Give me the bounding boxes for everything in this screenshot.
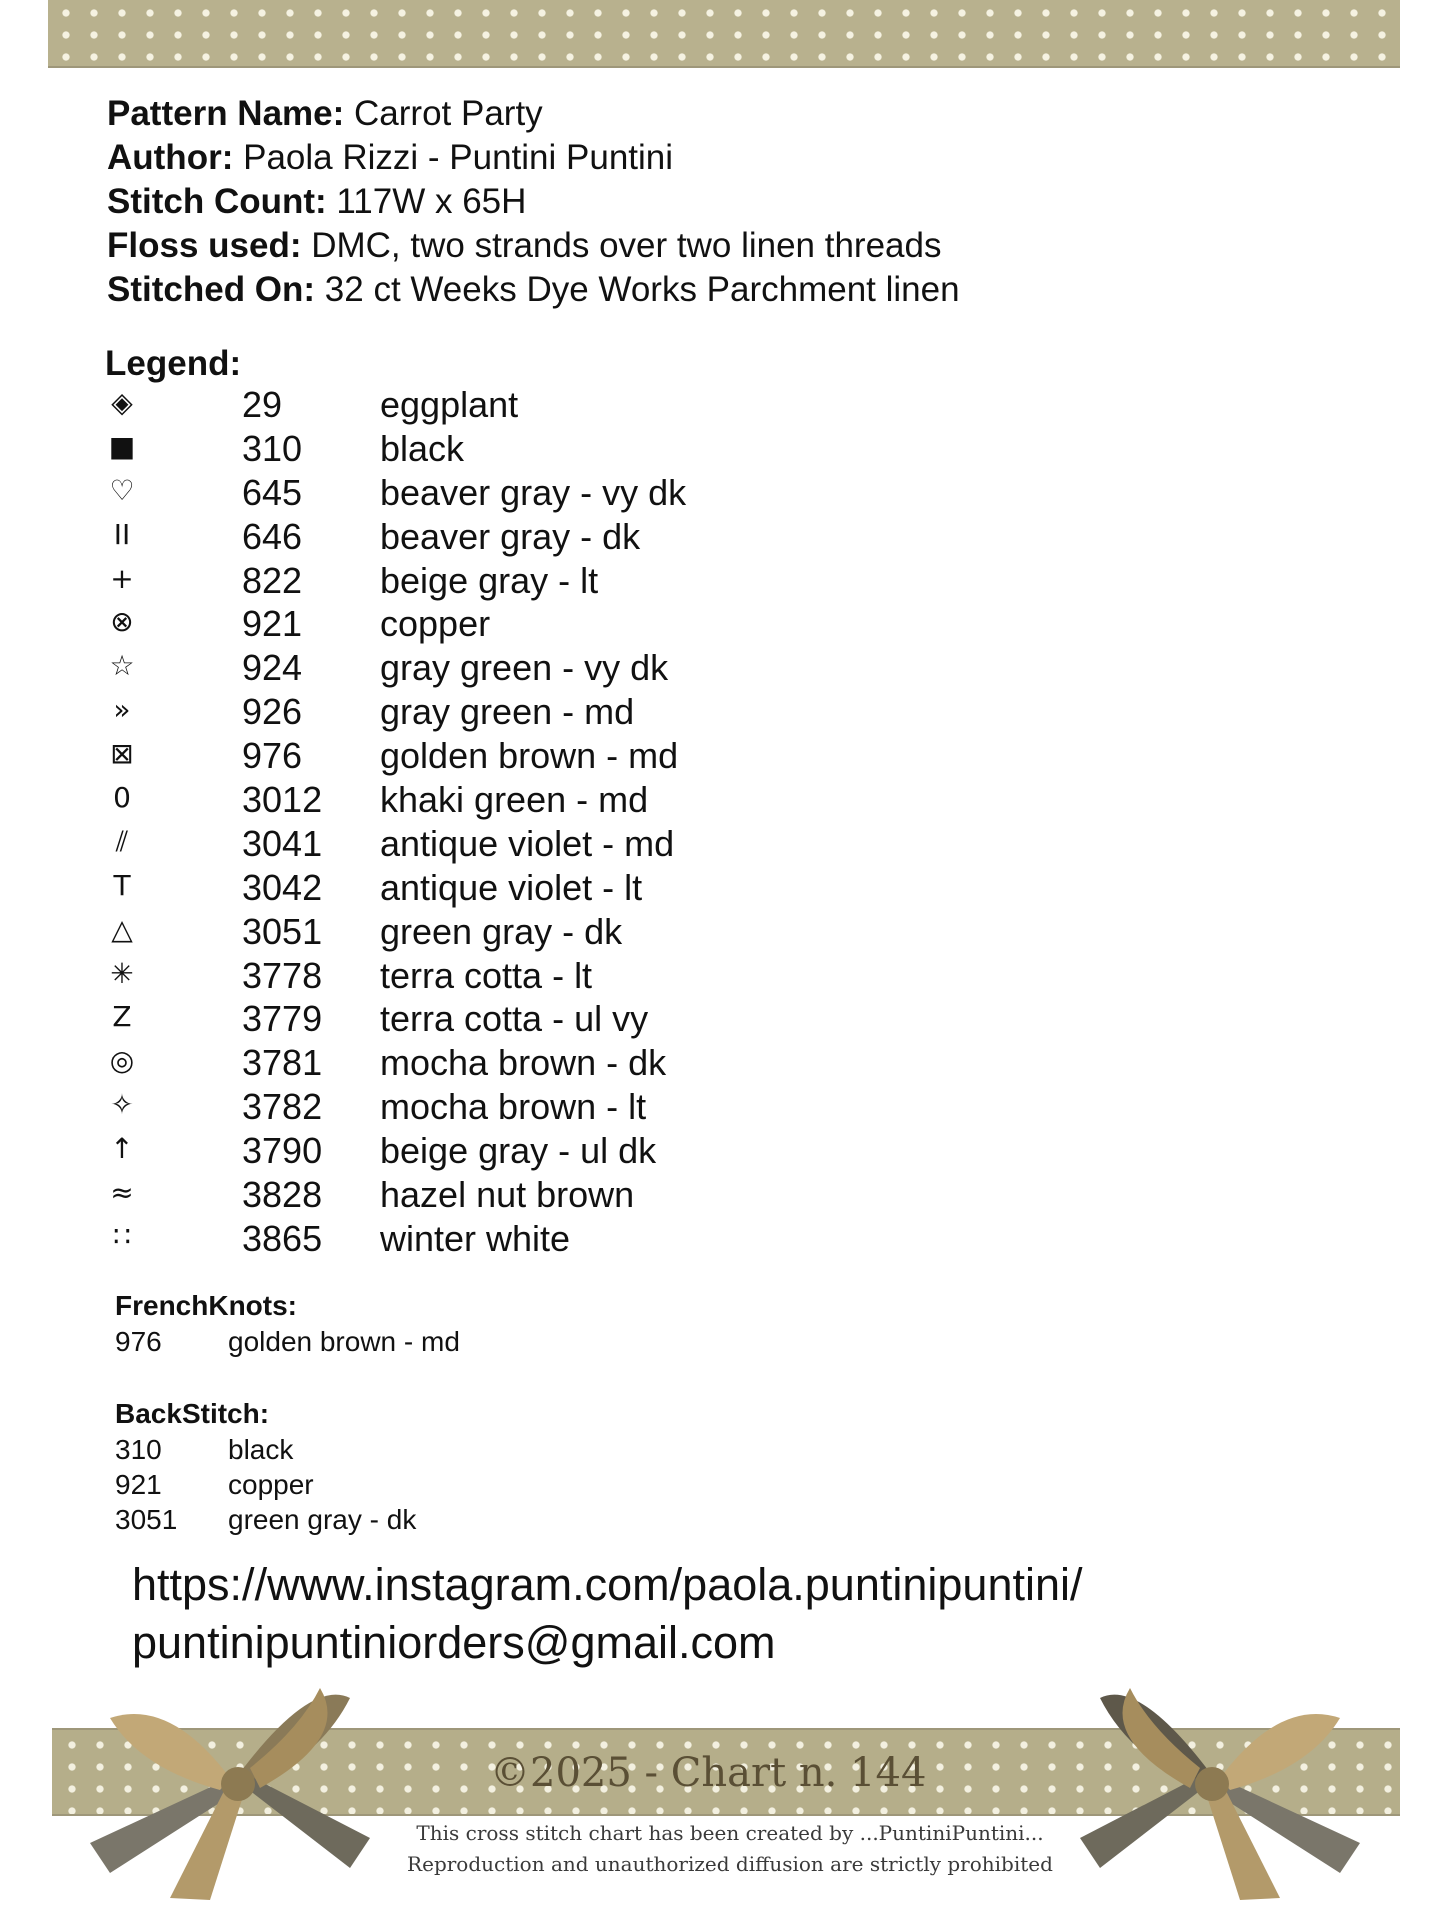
legend-row xyxy=(105,691,805,735)
legend-symbol-icon: II xyxy=(113,517,131,551)
legend-symbol-icon: » xyxy=(113,693,131,727)
right-ribbon-bow-icon xyxy=(1060,1668,1400,1903)
color-name: gray green - md xyxy=(380,691,635,733)
color-name: mocha brown - dk xyxy=(380,1042,667,1084)
color-name: black xyxy=(380,427,465,469)
legend-symbol-icon: 0 xyxy=(113,781,131,815)
legend-list xyxy=(105,384,805,1262)
dmc-number: 3778 xyxy=(242,954,323,996)
french-knots-row xyxy=(115,1326,715,1361)
dmc-number: 310 xyxy=(115,1434,162,1465)
french-knots-title: FrenchKnots: xyxy=(115,1290,297,1321)
backstitch-row xyxy=(115,1469,715,1504)
legend-symbol-icon: ✳ xyxy=(110,956,134,990)
color-name: terra cotta - lt xyxy=(380,954,593,996)
color-name: beige gray - ul dk xyxy=(380,1130,657,1172)
color-name: antique violet - lt xyxy=(380,866,643,908)
legend-row xyxy=(105,779,805,823)
legend-symbol-icon: ⊗ xyxy=(110,605,134,639)
pattern-info xyxy=(107,92,960,312)
dmc-number: 976 xyxy=(115,1326,162,1357)
legend-symbol-icon: ✧ xyxy=(110,1088,134,1122)
dmc-number: 29 xyxy=(242,384,283,425)
copyright-notice xyxy=(400,1818,1060,1880)
dmc-number: 3828 xyxy=(242,1174,323,1216)
dmc-number: 3041 xyxy=(242,822,323,864)
dmc-number: 3012 xyxy=(242,779,323,821)
dmc-number: 3790 xyxy=(242,1130,323,1172)
legend-symbol-icon: ◎ xyxy=(109,1044,135,1078)
color-name: black xyxy=(228,1434,294,1465)
dmc-number: 921 xyxy=(115,1469,162,1500)
notice-line-2: Reproduction and unauthorized diffusion are strictly prohibited xyxy=(407,1852,1053,1876)
legend-symbol-icon: ☆ xyxy=(109,649,135,683)
legend-row xyxy=(105,647,805,691)
backstitch-title: BackStitch: xyxy=(115,1398,270,1429)
dmc-number: 310 xyxy=(242,427,303,469)
legend-row xyxy=(105,955,805,999)
color-name: khaki green - md xyxy=(380,779,649,821)
dmc-number: 3865 xyxy=(242,1217,323,1259)
left-ribbon-bow-icon xyxy=(50,1668,390,1903)
legend-symbol-icon: Z xyxy=(112,1000,132,1034)
author-row: Author: Paola Rizzi - Puntini Puntini xyxy=(107,138,674,177)
stitched-on: 32 ct Weeks Dye Works Parchment linen xyxy=(324,270,960,309)
color-name: copper xyxy=(228,1469,314,1500)
legend-symbol-icon: ↑ xyxy=(110,1132,134,1166)
stitch-count-row: Stitch Count: 117W x 65H xyxy=(107,182,527,221)
legend-row xyxy=(105,603,805,647)
legend-row xyxy=(105,560,805,604)
dmc-number: 976 xyxy=(242,735,303,777)
dmc-number: 924 xyxy=(242,647,303,689)
instagram-link[interactable]: https://www.instagram.com/paola.puntinipuntini/ xyxy=(132,1559,1083,1610)
color-name: beaver gray - vy dk xyxy=(380,471,687,513)
email-link[interactable]: puntinipuntiniorders@gmail.com xyxy=(132,1617,776,1668)
legend-symbol-icon: ⫽ xyxy=(115,824,129,858)
legend-row xyxy=(105,1218,805,1262)
backstitch-row xyxy=(115,1434,715,1469)
pattern-name-row: Pattern Name: Carrot Party xyxy=(107,94,543,133)
dmc-number: 3042 xyxy=(242,866,323,908)
contact-links xyxy=(132,1556,1083,1672)
legend-row xyxy=(105,1174,805,1218)
color-name: hazel nut brown xyxy=(380,1174,635,1216)
backstitch-list xyxy=(115,1434,715,1539)
legend-row xyxy=(105,1130,805,1174)
color-name: antique violet - md xyxy=(380,822,675,864)
legend-symbol-icon: ⊠ xyxy=(110,737,134,771)
legend-symbol-icon: ≈ xyxy=(110,1176,134,1210)
floss-used: DMC, two strands over two linen threads xyxy=(311,226,942,265)
dmc-number: 3781 xyxy=(242,1042,323,1084)
legend-row xyxy=(105,911,805,955)
color-name: gray green - vy dk xyxy=(380,647,669,689)
legend-row xyxy=(105,428,805,472)
legend-row xyxy=(105,1042,805,1086)
legend-row xyxy=(105,735,805,779)
legend-symbol-icon: ♡ xyxy=(109,473,135,507)
color-name: green gray - dk xyxy=(380,910,623,952)
legend-row xyxy=(105,472,805,516)
fabric-row: Stitched On: 32 ct Weeks Dye Works Parchment linen xyxy=(107,270,960,309)
dmc-number: 822 xyxy=(242,559,303,601)
color-name: mocha brown - lt xyxy=(380,1086,647,1128)
copyright-chart-number: ©2025 - Chart n. 144 xyxy=(490,1750,927,1796)
legend-row xyxy=(105,1086,805,1130)
dmc-number: 646 xyxy=(242,515,303,557)
author-name: Paola Rizzi - Puntini Puntini xyxy=(243,138,674,177)
legend-symbol-icon: T xyxy=(113,868,131,902)
notice-line-1: This cross stitch chart has been created by ...PuntiniPuntini... xyxy=(416,1821,1044,1845)
dmc-number: 3782 xyxy=(242,1086,323,1128)
color-name: winter white xyxy=(380,1217,571,1259)
dmc-number: 3779 xyxy=(242,998,323,1040)
backstitch-row xyxy=(115,1504,715,1539)
stitch-count: 117W x 65H xyxy=(336,182,527,221)
legend-symbol-icon: △ xyxy=(111,912,133,946)
color-name: terra cotta - ul vy xyxy=(380,998,649,1040)
color-name: golden brown - md xyxy=(380,735,679,777)
dmc-number: 3051 xyxy=(115,1504,178,1535)
legend-row xyxy=(105,867,805,911)
floss-row: Floss used: DMC, two strands over two linen threads xyxy=(107,226,942,265)
color-name: beaver gray - dk xyxy=(380,515,641,557)
dmc-number: 926 xyxy=(242,691,303,733)
legend-row xyxy=(105,998,805,1042)
dmc-number: 645 xyxy=(242,471,303,513)
top-polka-dot-ribbon xyxy=(48,0,1400,68)
color-name: golden brown - md xyxy=(228,1326,460,1357)
legend-symbol-icon: ■ xyxy=(108,429,136,463)
legend-row xyxy=(105,516,805,560)
legend-symbol-icon: ∷ xyxy=(113,1219,131,1253)
legend-symbol-icon: ◈ xyxy=(111,386,133,419)
color-name: eggplant xyxy=(380,384,519,425)
legend-row xyxy=(105,384,805,428)
color-name: beige gray - lt xyxy=(380,559,599,601)
french-knots-list xyxy=(115,1326,715,1361)
legend-symbol-icon: + xyxy=(110,561,134,595)
legend-title: Legend: xyxy=(105,344,242,383)
dmc-number: 3051 xyxy=(242,910,323,952)
pattern-name: Carrot Party xyxy=(354,94,543,133)
legend-row xyxy=(105,823,805,867)
dmc-number: 921 xyxy=(242,603,303,645)
color-name: green gray - dk xyxy=(228,1504,417,1535)
color-name: copper xyxy=(380,603,491,645)
